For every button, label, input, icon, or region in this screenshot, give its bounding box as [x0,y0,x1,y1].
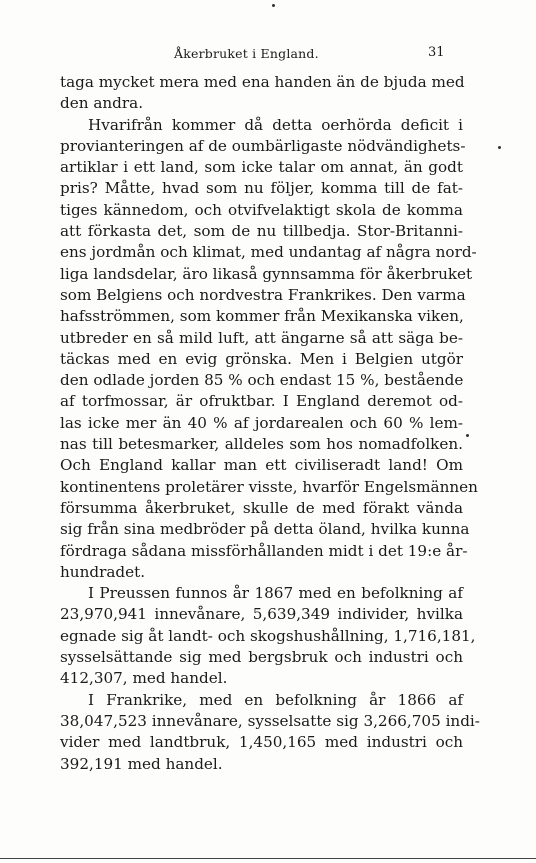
text-line: provianteringen af de oumbärligaste nödvändighets- [60,136,466,155]
scan-speck [466,434,469,437]
text-line: I Frankrike, med en befolkning år 1866 af [88,690,463,709]
text-line: ens jordmån och klimat, med undantag af några nord- [60,243,477,262]
running-title: Åkerbruket i England. [174,46,319,61]
text-line: 392,191 med handel. [60,754,223,773]
text-line: sysselsättande sig med bergsbruk och industri och [60,648,463,667]
text-line: egnade sig åt landt- och skogshushållning, 1,716,181, [60,626,476,645]
text-line: af torfmossar, är ofruktbar. I England deremot od- [60,392,463,411]
scan-speck [272,4,275,7]
text-line: I Preussen funnos år 1867 med en befolkning af [88,584,463,603]
text-line: nas till betesmarker, alldeles som hos nomadfolken. [60,435,463,454]
text-line: fördraga sådana missförhållanden midt i det 19:e år- [60,541,468,560]
text-line: som Belgiens och nordvestra Frankrikes. Den varma [60,285,466,304]
text-line: Och England kallar man ett civiliseradt land! Om [60,456,463,475]
text-line: 23,970,941 innevånare, 5,639,349 individer, hvilka [60,605,463,624]
text-line: las icke mer än 40 % af jordarealen och 60 % lem- [60,413,463,432]
text-line: sig från sina medbröder på detta öland, hvilka kunna [60,520,470,539]
text-line: liga landsdelar, äro likaså gynnsamma för åkerbruket [60,264,473,283]
text-line: vider med landtbruk, 1,450,165 med industri och [60,733,463,752]
text-line: försumma åkerbruket, skulle de med förakt vända [60,498,463,517]
text-line: utbreder en så mild luft, att ängarne så att säga be- [60,328,463,347]
text-line: hundradet. [60,562,146,581]
text-line: den andra. [60,94,144,113]
text-line: kontinentens proletärer visste, hvarför Engelsmännen [60,477,478,496]
text-line: 38,047,523 innevånare, sysselsatte sig 3,266,705 indi- [60,711,480,730]
text-line: täckas med en evig grönska. Men i Belgien utgör [60,349,463,368]
scan-speck [498,146,501,149]
page-bottom-edge [0,858,536,859]
text-line: den odlade jorden 85 % och endast 15 %, bestående [60,371,464,390]
text-line: 412,307, med handel. [60,669,228,688]
text-line: att förkasta det, som de nu tillbedja. Stor-Britanni- [60,222,463,241]
body-text [60,72,480,775]
text-line: pris? Måtte, hvad som nu följer, komma till de fat- [60,179,463,198]
text-line: hafsströmmen, som kommer från Mexikanska viken, [60,307,464,326]
text-line: artiklar i ett land, som icke talar om annat, än godt [60,158,463,177]
text-line: taga mycket mera med ena handen än de bjuda med [60,73,465,91]
page-number: 31 [428,45,445,60]
text-line: Hvarifrån kommer då detta oerhörda deficit i [88,115,463,134]
text-line: tiges kännedom, och otvifvelaktigt skola de komma [60,200,463,219]
